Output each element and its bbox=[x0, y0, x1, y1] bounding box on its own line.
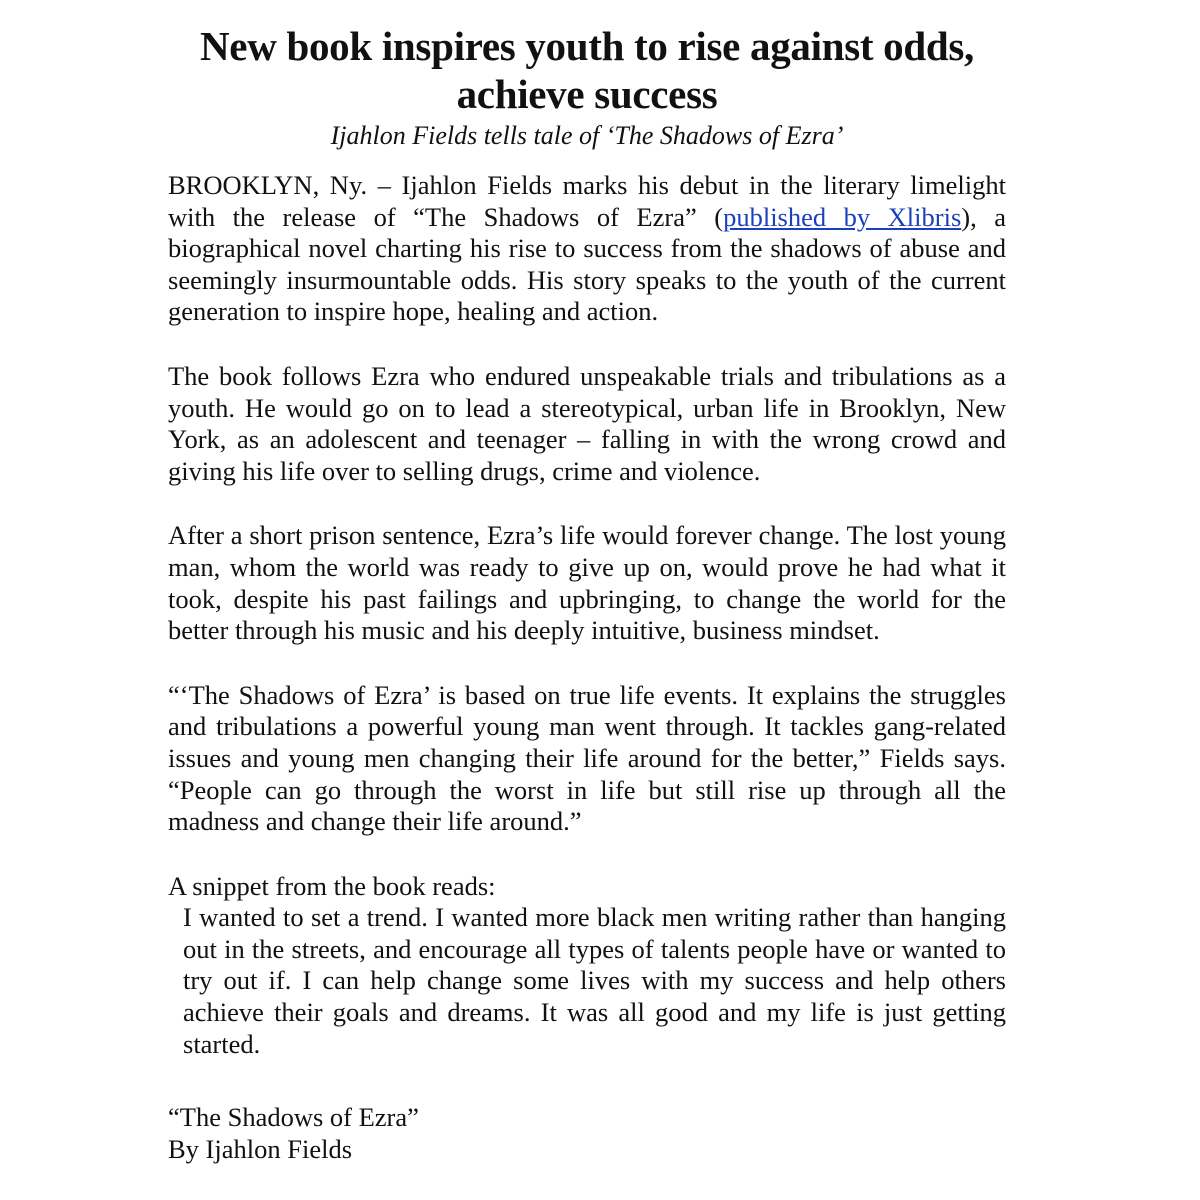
paragraph-author-quote: “‘The Shadows of Ezra’ is based on true life events. It explains the struggles and tribulations a powerful young man went through. It tackles gang-related issues and young men changing their life around for the better,” Fields says. “People can go through the worst in life but still rise up through all the madness and change their life around.” bbox=[168, 679, 1006, 837]
paragraph-intro-text-end: ), a biographical novel charting his rise to success from the shadows of abuse and seemingly insurmountable odds. His story speaks to the youth of the current generation to inspire hope, healing and action. bbox=[168, 201, 1007, 327]
paragraph-book-summary: The book follows Ezra who endured unspeakable trials and tribulations as a youth. He would go on to lead a stereotypical, urban life in Brooklyn, New York, as an adolescent and teenager – falling in with the wrong crowd and giving his life over to selling drugs, crime and violence. bbox=[168, 360, 1006, 486]
headline: New book inspires youth to rise against odds, achieve success bbox=[200, 23, 974, 117]
paragraph-intro-text-start: BROOKLYN, Ny. – Ijahlon Fields marks his debut in the literary limelight with the release of “The Shadows of Ezra” ( bbox=[168, 170, 1006, 232]
book-title: “The Shadows of Ezra” bbox=[168, 1102, 419, 1133]
book-credit bbox=[168, 1102, 1006, 1165]
publisher-link[interactable]: published by Xlibris bbox=[723, 201, 962, 232]
book-author: By Ijahlon Fields bbox=[168, 1133, 353, 1164]
article bbox=[168, 22, 1006, 1165]
book-snippet: I wanted to set a trend. I wanted more black men writing rather than hanging out in the streets, and encourage all types of talents people have or wanted to try out if. I can help change some lives with my success and help others achieve their goals and dreams. It was all good and my life is just getting started. bbox=[183, 902, 1006, 1059]
paragraph-intro bbox=[168, 170, 1006, 328]
subheadline: Ijahlon Fields tells tale of ‘The Shadows of Ezra’ bbox=[330, 121, 844, 150]
snippet-intro: A snippet from the book reads: bbox=[168, 870, 496, 901]
paragraph-prison: After a short prison sentence, Ezra’s life would forever change. The lost young man, whom the world was ready to give up on, would prove he had what it took, despite his past failings and upbringing, to change the world for the better through his music and his deeply intuitive, business mindset. bbox=[168, 520, 1006, 646]
